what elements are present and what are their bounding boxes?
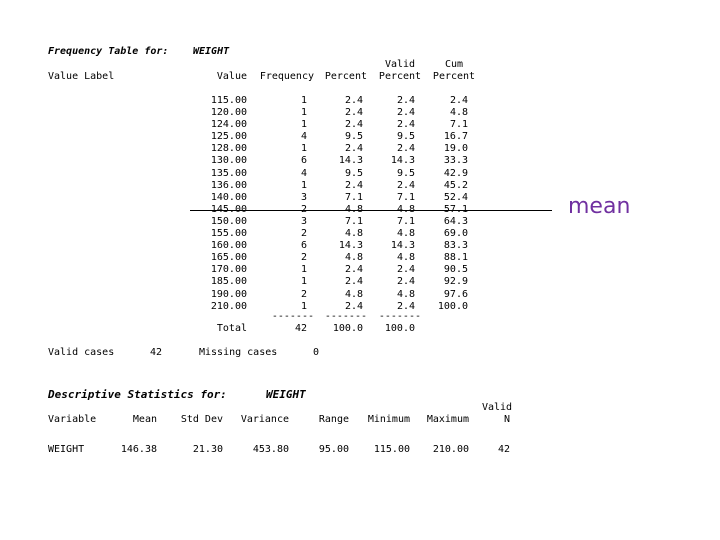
frequency-cell: 4 <box>300 131 307 143</box>
header-cum-top: Cum <box>444 59 464 70</box>
stats-value-minimum: 115.00 <box>373 444 410 455</box>
cum-percent-column <box>420 95 468 313</box>
stats-header-std-dev: Std Dev <box>180 414 223 425</box>
valid-percent-cell: 9.5 <box>396 131 415 143</box>
valid-percent-cell: 2.4 <box>396 143 415 155</box>
cum-percent-cell: 97.6 <box>443 288 468 300</box>
cum-percent-cell: 69.0 <box>443 228 468 240</box>
stats-value-std-dev: 21.30 <box>192 444 223 455</box>
frequency-cell: 1 <box>300 119 307 131</box>
mean-annotation: mean <box>568 194 631 219</box>
cum-percent-cell: 83.3 <box>443 240 468 252</box>
cum-percent-cell: 90.5 <box>443 264 468 276</box>
valid-cases-label: Valid cases <box>48 347 115 358</box>
cum-percent-cell: 19.0 <box>443 143 468 155</box>
valid-percent-cell: 2.4 <box>396 300 415 312</box>
valid-percent-cell: 14.3 <box>390 240 415 252</box>
value-cell: 160.00 <box>210 240 247 252</box>
header-frequency: Frequency <box>259 71 314 82</box>
frequency-cell: 1 <box>300 179 307 191</box>
stats-header-valid-top: Valid <box>481 402 513 413</box>
stats-header-maximum: Maximum <box>426 414 469 425</box>
frequency-table-variable: WEIGHT <box>193 46 230 57</box>
value-cell: 165.00 <box>210 252 247 264</box>
missing-cases-value: 0 <box>313 347 320 358</box>
value-cell: 115.00 <box>210 95 247 106</box>
percent-cell: 2.4 <box>344 107 363 119</box>
missing-cases-label: Missing cases <box>199 347 278 358</box>
dashes-frequency: ------- <box>271 311 314 322</box>
valid-percent-cell: 7.1 <box>396 215 415 227</box>
percent-cell: 2.4 <box>344 119 363 131</box>
percent-cell: 14.3 <box>338 240 363 252</box>
value-cell: 130.00 <box>210 155 247 167</box>
cum-percent-cell: 4.8 <box>449 107 468 119</box>
value-cell: 140.00 <box>210 191 247 203</box>
cum-percent-cell: 45.2 <box>443 179 468 191</box>
valid-percent-cell: 2.4 <box>396 276 415 288</box>
frequency-cell: 2 <box>300 288 307 300</box>
frequency-cell: 4 <box>300 167 307 179</box>
value-cell: 185.00 <box>210 276 247 288</box>
dashes-percent: ------- <box>324 311 367 322</box>
valid-percent-column <box>366 95 415 313</box>
percent-cell: 2.4 <box>344 179 363 191</box>
percent-cell: 4.8 <box>344 288 363 300</box>
stats-value-mean: 146.38 <box>120 444 157 455</box>
value-cell: 170.00 <box>210 264 247 276</box>
valid-percent-cell: 14.3 <box>390 155 415 167</box>
cum-percent-cell: 7.1 <box>449 119 468 131</box>
cum-percent-cell: 42.9 <box>443 167 468 179</box>
valid-cases-value: 42 <box>150 347 163 358</box>
cum-percent-cell: 16.7 <box>443 131 468 143</box>
percent-cell: 4.8 <box>344 228 363 240</box>
valid-percent-cell: 4.8 <box>396 252 415 264</box>
stats-value-range: 95.00 <box>318 444 349 455</box>
header-value: Value <box>216 71 247 82</box>
header-valid-bottom: Percent <box>378 71 422 82</box>
frequency-cell: 1 <box>300 264 307 276</box>
total-valid-percent: 100.0 <box>384 323 415 334</box>
frequency-cell: 3 <box>300 215 307 227</box>
stats-header-range: Range <box>318 414 349 425</box>
frequency-cell: 1 <box>300 107 307 119</box>
stats-header-mean: Mean <box>132 414 157 425</box>
value-cell: 124.00 <box>210 119 247 131</box>
value-cell: 125.00 <box>210 131 247 143</box>
frequency-cell: 3 <box>300 191 307 203</box>
value-cell: 120.00 <box>210 107 247 119</box>
cum-percent-cell: 92.9 <box>443 276 468 288</box>
percent-cell: 2.4 <box>344 300 363 312</box>
valid-percent-cell: 2.4 <box>396 264 415 276</box>
stats-value-variance: 453.80 <box>252 444 289 455</box>
percent-cell: 7.1 <box>344 215 363 227</box>
frequency-cell: 1 <box>300 276 307 288</box>
header-percent: Percent <box>324 71 367 82</box>
value-column <box>190 95 247 313</box>
percent-cell: 9.5 <box>344 131 363 143</box>
value-cell: 155.00 <box>210 228 247 240</box>
stats-value-valid-n: 42 <box>497 444 510 455</box>
cum-percent-cell: 33.3 <box>443 155 468 167</box>
percent-cell: 7.1 <box>344 191 363 203</box>
frequency-cell: 6 <box>300 240 307 252</box>
frequency-cell: 1 <box>300 143 307 155</box>
value-cell: 128.00 <box>210 143 247 155</box>
valid-percent-cell: 2.4 <box>396 95 415 106</box>
percent-cell: 2.4 <box>344 95 363 106</box>
mean-line <box>190 210 552 211</box>
value-cell: 135.00 <box>210 167 247 179</box>
frequency-cell: 6 <box>300 155 307 167</box>
frequency-column <box>250 95 307 313</box>
valid-percent-cell: 7.1 <box>396 191 415 203</box>
valid-percent-cell: 9.5 <box>396 167 415 179</box>
frequency-cell: 2 <box>300 252 307 264</box>
stats-header-minimum: Minimum <box>367 414 410 425</box>
valid-percent-cell: 2.4 <box>396 107 415 119</box>
frequency-cell: 1 <box>300 95 307 106</box>
stats-value-variable: WEIGHT <box>48 444 85 455</box>
total-percent: 100.0 <box>332 323 363 334</box>
frequency-cell: 2 <box>300 228 307 240</box>
value-cell: 150.00 <box>210 215 247 227</box>
value-cell: 210.00 <box>210 300 247 312</box>
cum-percent-cell: 2.4 <box>449 95 468 106</box>
valid-percent-cell: 4.8 <box>396 288 415 300</box>
dashes-valid: ------- <box>378 311 421 322</box>
header-cum-bottom: Percent <box>432 71 476 82</box>
descriptive-stats-variable: WEIGHT <box>266 388 306 401</box>
percent-cell: 14.3 <box>338 155 363 167</box>
valid-percent-cell: 2.4 <box>396 119 415 131</box>
value-cell: 190.00 <box>210 288 247 300</box>
percent-cell: 2.4 <box>344 264 363 276</box>
percent-cell: 4.8 <box>344 252 363 264</box>
stats-value-maximum: 210.00 <box>432 444 469 455</box>
valid-percent-cell: 2.4 <box>396 179 415 191</box>
value-cell: 136.00 <box>210 179 247 191</box>
frequency-table-title: Frequency Table for: <box>48 46 169 57</box>
cum-percent-cell: 100.0 <box>437 300 468 312</box>
total-label: Total <box>216 323 247 334</box>
stats-header-variance: Variance <box>240 414 289 425</box>
percent-cell: 2.4 <box>344 143 363 155</box>
cum-percent-cell: 52.4 <box>443 191 468 203</box>
valid-percent-cell: 4.8 <box>396 228 415 240</box>
percent-cell: 2.4 <box>344 276 363 288</box>
stats-header-variable: Variable <box>48 414 97 425</box>
stats-header-valid-bottom: N <box>503 414 511 425</box>
cum-percent-cell: 64.3 <box>443 215 468 227</box>
header-valid-top: Valid <box>384 59 416 70</box>
frequency-cell: 1 <box>300 300 307 312</box>
descriptive-stats-title: Descriptive Statistics for: <box>48 388 227 401</box>
header-value-label: Value Label <box>48 71 115 82</box>
total-frequency: 42 <box>294 323 307 334</box>
cum-percent-cell: 88.1 <box>443 252 468 264</box>
percent-column <box>310 95 363 313</box>
percent-cell: 9.5 <box>344 167 363 179</box>
